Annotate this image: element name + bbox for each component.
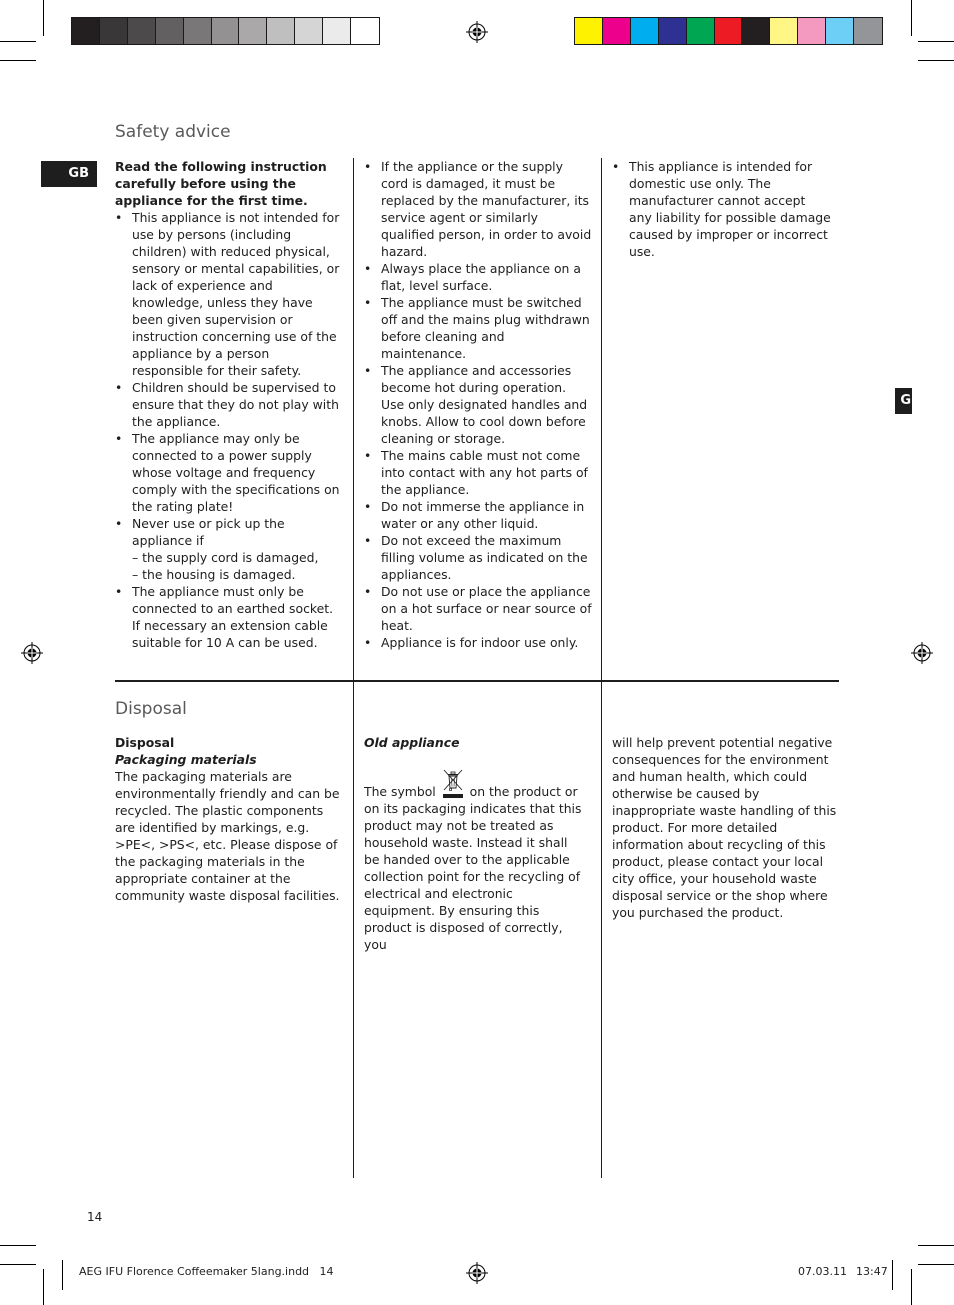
section-divider <box>115 680 839 682</box>
color-swatch <box>351 18 379 44</box>
disposal-column-2 <box>364 734 586 953</box>
safety-column-3 <box>612 158 832 260</box>
symbol-lead-text: The symbol <box>364 784 436 799</box>
crop-mark <box>918 60 954 61</box>
color-swatch <box>323 18 351 44</box>
spacer <box>364 751 586 768</box>
list-item: • The mains cable must not come into contact with any hot parts of the appliance. <box>364 447 592 498</box>
color-swatch <box>631 18 659 44</box>
list-item: • Do not immerse the appliance in water or any other liquid. <box>364 498 592 532</box>
list-item: • The appliance must be switched off and the mains plug withdrawn before cleaning and maintenance. <box>364 294 592 362</box>
slug-date: 07.03.11 <box>798 1265 847 1278</box>
color-swatch <box>603 18 631 44</box>
registration-mark-icon <box>21 642 43 664</box>
slug-time: 13:47 <box>856 1265 888 1278</box>
color-swatch <box>295 18 323 44</box>
symbol-trail-text: on the product or on its packaging indicates that this product may not be treated as household waste. Instead it shall be handed over to the applicable collection point for the recycling of electrical and electronic equipment. By ensuring this product is disposed of correctly, you <box>364 784 582 952</box>
list-item: • This appliance is not intended for use by persons (including children) with reduced physical, sensory or mental capabilities, or lack of experience and knowledge, unless they have been given supervision or instruction concerning use of the appliance by a person responsible for their safety. <box>115 209 342 379</box>
language-tab-label: GB <box>68 166 89 181</box>
disposal-column-1 <box>115 734 343 904</box>
crop-mark <box>0 41 36 42</box>
safety-column-2 <box>364 158 592 651</box>
registration-mark-icon <box>911 642 933 664</box>
packaging-text: The packaging materials are environmentally friendly and can be recycled. The plastic components are identified by markings, e.g. >PE<, >PS<, etc. Please dispose of the packaging materials in the appropriate container at the community waste disposal facilities. <box>115 769 340 903</box>
old-appliance-text <box>364 768 586 953</box>
column-divider <box>353 682 354 1178</box>
disposal-column-3 <box>612 734 840 921</box>
safety-list-2 <box>364 158 592 651</box>
recycling-text: will help prevent potential negative consequences for the environment and human health, which could otherwise be caused by inappropriate waste handling of this product. For more detailed information about recycling of this product, please contact your local city office, your household waste disposal service or the shop where you purchased the product. <box>612 735 837 920</box>
list-item: • Do not use or place the appliance on a hot surface or near source of heat. <box>364 583 592 634</box>
color-swatch <box>826 18 854 44</box>
disposal-heading: Disposal <box>115 699 187 719</box>
page-number: 14 <box>87 1210 103 1224</box>
list-item: • The appliance may only be connected to a power supply whose voltage and frequency comply with the specifications on the rating plate! <box>115 430 342 515</box>
color-swatch <box>72 18 100 44</box>
list-item: • The appliance and accessories become hot during operation. Use only designated handles and knobs. Allow to cool down before cleaning or storage. <box>364 362 592 447</box>
never-use-sub-1: – the supply cord is damaged, <box>132 550 319 565</box>
language-tab <box>41 161 97 187</box>
column-divider <box>601 158 602 680</box>
list-item: • Do not exceed the maximum filling volume as indicated on the appliances. <box>364 532 592 583</box>
column-divider <box>601 682 602 1178</box>
never-use-sub-2: – the housing is damaged. <box>132 567 296 582</box>
crop-mark <box>0 1245 36 1246</box>
crop-mark <box>918 41 954 42</box>
list-item: • Always place the appliance on a flat, level surface. <box>364 260 592 294</box>
color-swatch <box>798 18 826 44</box>
crop-mark <box>43 0 44 36</box>
crop-mark <box>918 1264 954 1265</box>
crossed-out-bin-icon <box>442 768 464 800</box>
registration-mark-icon <box>466 21 488 43</box>
color-swatch <box>184 18 212 44</box>
color-swatch <box>659 18 687 44</box>
process-color-bar <box>574 17 883 45</box>
color-swatch <box>715 18 743 44</box>
color-swatch <box>770 18 798 44</box>
color-swatch <box>128 18 156 44</box>
disposal-title: Disposal <box>115 735 175 750</box>
registration-mark-icon <box>466 1262 488 1284</box>
crop-mark <box>0 1264 36 1265</box>
crop-mark <box>0 60 36 61</box>
safety-intro: Read the following instruction carefully before using the appliance for the first time. <box>115 159 327 208</box>
column-divider <box>353 158 354 680</box>
crop-mark <box>918 1245 954 1246</box>
crop-mark <box>43 1269 44 1305</box>
safety-column-1 <box>115 158 342 651</box>
edge-language-tab <box>895 388 912 414</box>
color-swatch <box>100 18 128 44</box>
grayscale-color-bar <box>71 17 380 45</box>
crop-mark <box>62 1260 63 1290</box>
list-item: • This appliance is intended for domestic use only. The manufacturer cannot accept any liability for possible damage caused by improper or incorrect use. <box>612 158 832 260</box>
color-swatch <box>742 18 770 44</box>
crop-mark <box>911 0 912 36</box>
color-swatch <box>854 18 882 44</box>
crop-mark <box>911 1269 912 1305</box>
list-item: • Appliance is for indoor use only. <box>364 634 592 651</box>
packaging-subtitle: Packaging materials <box>115 752 257 767</box>
edge-language-tab-label: G <box>900 393 911 408</box>
crop-mark <box>892 1260 893 1290</box>
file-slug: AEG IFU Florence Coffeemaker 5lang.indd 14 <box>79 1265 334 1278</box>
list-item: • If the appliance or the supply cord is damaged, it must be replaced by the manufacturer, its service agent or similarly qualified person, in order to avoid hazard. <box>364 158 592 260</box>
safety-heading: Safety advice <box>115 122 231 142</box>
color-swatch <box>239 18 267 44</box>
list-item: • The appliance must only be connected to an earthed socket. If necessary an extension cable suitable for 10 A can be used. <box>115 583 342 651</box>
color-swatch <box>687 18 715 44</box>
color-swatch <box>267 18 295 44</box>
safety-list-1 <box>115 209 342 651</box>
safety-list-3 <box>612 158 832 260</box>
list-item <box>115 515 342 583</box>
list-item: • Children should be supervised to ensure that they do not play with the appliance. <box>115 379 342 430</box>
color-swatch <box>575 18 603 44</box>
color-swatch <box>212 18 240 44</box>
never-use-text: Never use or pick up the appliance if <box>132 516 285 548</box>
old-appliance-subtitle: Old appliance <box>364 735 460 750</box>
color-swatch <box>156 18 184 44</box>
